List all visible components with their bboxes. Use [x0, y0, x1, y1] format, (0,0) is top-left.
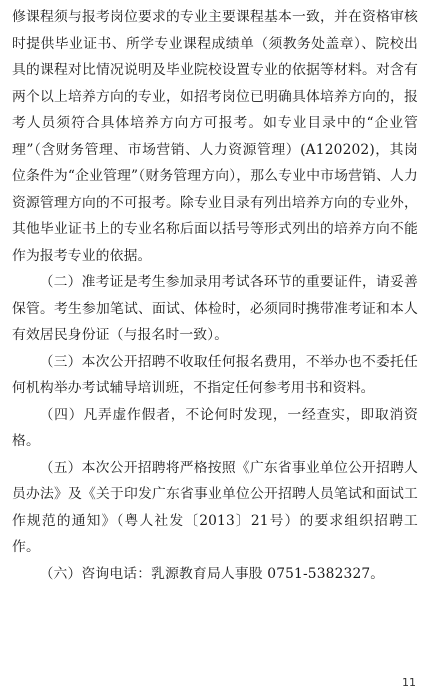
- paragraph-fraud: （四）凡弄虚作假者，不论何时发现，一经查实，即取消资格。: [12, 406, 418, 449]
- paragraph-no-fees: （三）本次公开招聘不收取任何报名费用，不举办也不委托任何机构举办考试辅导培训班，不指定任何参考用书和资料。: [12, 353, 418, 396]
- paragraph-regulations: （五）本次公开招聘将严格按照《广东省事业单位公开招聘人员办法》及《关于印发广东省事业单位公开招聘人员笔试和面试工作规范的通知》（粤人社发〔2013〕21号）的要求组织招聘工作。: [12, 459, 418, 555]
- paragraph-contact-phone: （六）咨询电话：乳源教育局人事股 0751-5382327。: [39, 565, 385, 582]
- page-number: 11: [402, 676, 416, 689]
- paragraph-continued-requirements: 修课程须与报考岗位要求的专业主要课程基本一致，并在资格审核时提供毕业证书、所学专业课程成绩单（须教务处盖章）、院校出具的课程对比情况说明及毕业院校设置专业的依据等材料。对含有两个以上培养方向的专业，如招考岗位已明确具体培养方向的，报考人员须符合具体培养方向方可报考。如专业目录中的“企业管理”（含财务管理、市场营销、人力资源管理）(A120202)，其岗位条件为“企业管理”（财务管理方向），那么专业中市场营销、人力资源管理方向的不可报考。除专业目录有列出培养方向的专业外，其他毕业证书上的专业名称后面以括号等形式列出的培养方向不能作为报考专业的依据。: [12, 9, 418, 264]
- document-body: [12, 4, 418, 587]
- paragraph-admission-ticket: （二）准考证是考生参加录用考试各环节的重要证件，请妥善保管。考生参加笔试、面试、体检时，必须同时携带准考证和本人有效居民身份证（与报名时一致）。: [12, 274, 418, 343]
